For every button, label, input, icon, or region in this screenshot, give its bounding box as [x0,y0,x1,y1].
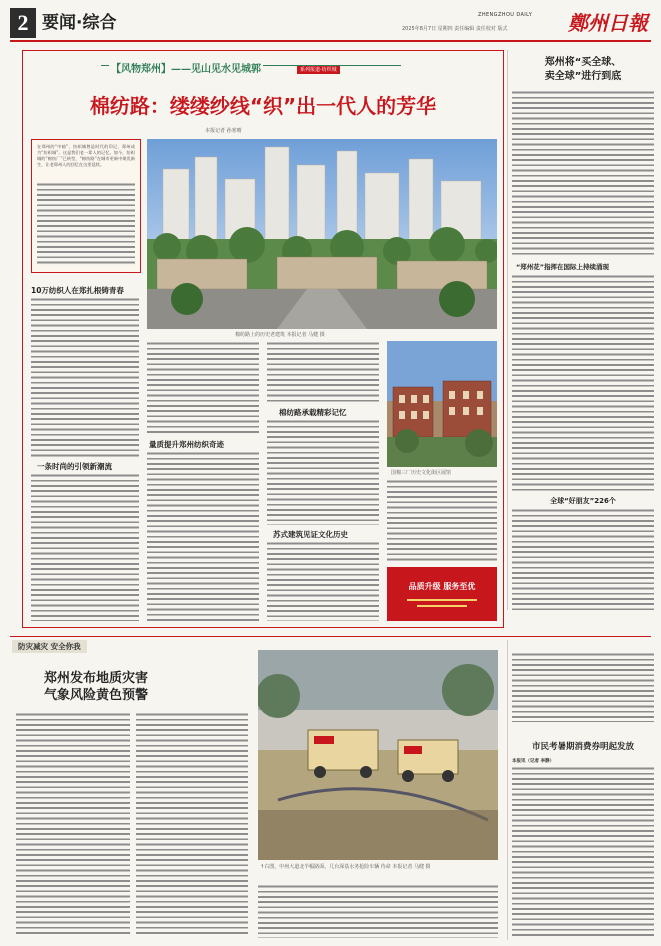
page-header [10,8,651,38]
ad-text: 品质升级 服务至优 [408,582,476,591]
right-headline-2: 全球“好朋友”226个 [550,497,616,505]
banner-tag: 系列报道·纺织城 [297,66,340,74]
subhead-5: 苏式建筑见证文化历史 [273,530,348,539]
rescue-photo [258,650,498,860]
ad-block[interactable] [387,567,497,621]
section-title: 要闻·综合 [42,13,117,33]
series-banner [101,59,401,83]
bottom-headline: 郑州发布地质灾害 气象风险黄色预警 [44,671,149,703]
bottom-right-intro: 本报讯（记者 李静） [512,759,555,764]
right-column [512,50,654,610]
district-photo [387,341,497,467]
bottom-right-headline: 市民考暑期消费券明起发放 [531,742,634,752]
bottom-label: 防灾减灾 安全你我 [12,640,87,653]
paper-pinyin: ZHENGZHOU DAILY [478,12,533,18]
byline: 本报记者 孙寒晴 [205,128,242,134]
main-story [22,50,504,628]
banner-text: 【风物郑州】——见山见水见城郭 [111,64,261,75]
paper-logo: 鄭州日報 [568,11,648,35]
subhead-3: 量质提升郑州纺织奇迹 [149,440,224,449]
photo-caption-2: 国棉三厂历史文化街区展馆 [391,470,452,476]
page-number: 2 [10,8,36,38]
date-line: 2025年8月7日 星期四 责任编辑 责任校对 版式 [402,26,508,32]
right-subhead-1: “郑州花”指挥在国际上持续涌现 [516,263,610,271]
subhead-2: 一条时尚的引领新潮流 [37,462,112,471]
photo-caption-1: 棉纺路上的历史老建筑 本报记者 马健 摄 [235,332,325,338]
street-photo [147,139,497,329]
bottom-photo-caption: ↑右图，中州大道北半幅路面，几台深基水务抢险车辆 待命 本报记者 马健 摄 [260,864,431,870]
right-headline-1: 郑州将“买全球、 卖全球”进行到底 [544,57,622,82]
subhead-1: 10万纺织人在郑扎根铸青春 [31,286,124,295]
subhead-4: 棉纺路承载精彩记忆 [279,408,347,417]
lead-text: 在郑州的“中轴”，纺织城曾是时代的印记，郑州成为“纺织城”。这是我们老一辈人的记忆。如今，纺织城的“棉纺厂”已转型，“棉纺路”在城市更新中焕发新生，让老郑州人的回忆在这里延续。 [37,144,135,167]
main-headline: 棉纺路：缕缕纱线“织”出一代人的芳华 [89,94,437,118]
lead-box [31,139,141,273]
